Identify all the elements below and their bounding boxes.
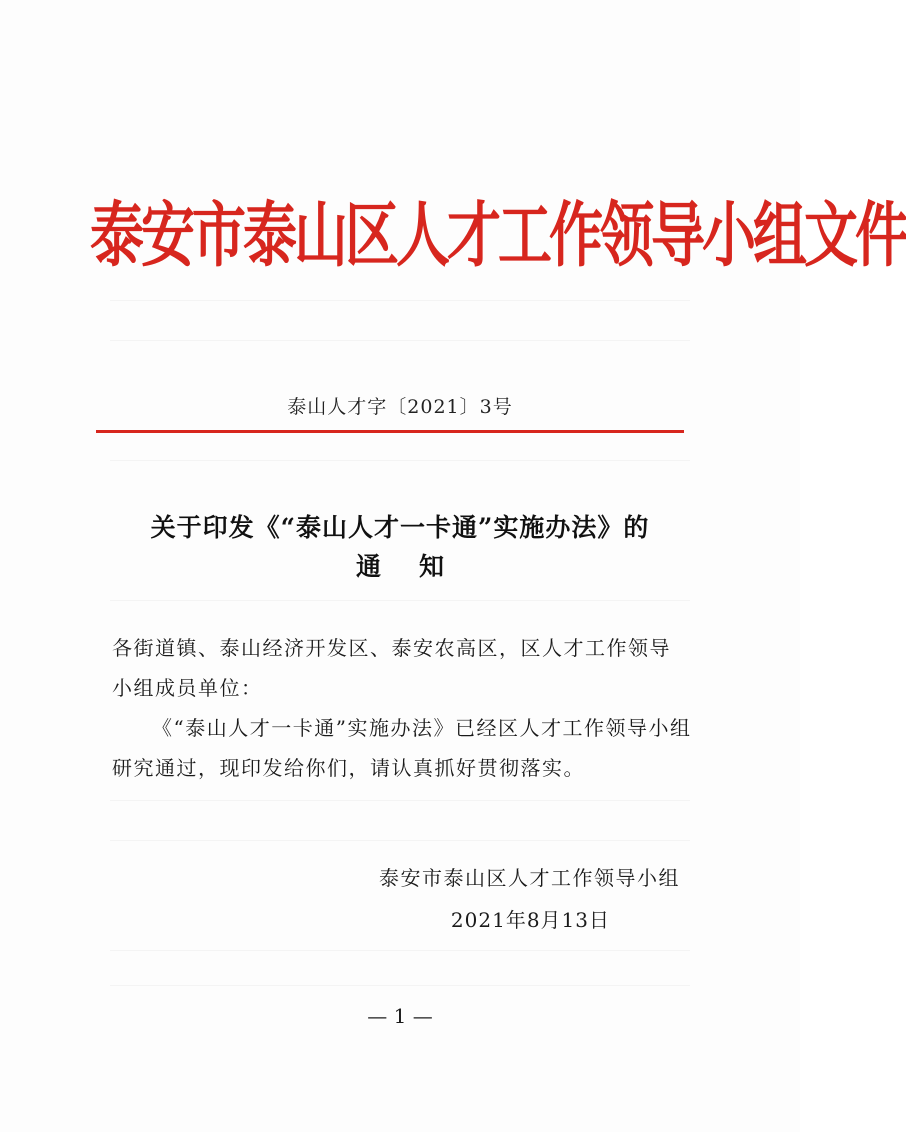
document-header-title: 泰安市泰山区人才工作领导小组文件 <box>90 193 906 277</box>
header-red-rule <box>96 430 684 433</box>
show-through-line <box>110 840 690 841</box>
show-through-line <box>110 600 690 601</box>
show-through-line <box>110 300 690 301</box>
show-through-line <box>110 460 690 461</box>
show-through-line <box>110 950 690 951</box>
show-through-line <box>110 985 690 986</box>
notice-title-line2: 通知 <box>355 552 482 581</box>
show-through-line <box>110 340 690 341</box>
document-number: 泰山人才字〔2021〕3号 <box>287 396 513 418</box>
signature-date: 2021年8月13日 <box>450 908 610 932</box>
show-through-line <box>110 800 690 801</box>
signature-organization: 泰安市泰山区人才工作领导小组 <box>379 866 680 890</box>
body-paragraph: 《“泰山人才一卡通”实施办法》已经区人才工作领导小组研究通过，现印发给你们，请认真抓好贯彻落实。 <box>112 716 692 780</box>
notice-title-line1: 关于印发《“泰山人才一卡通”实施办法》的 <box>150 513 650 542</box>
recipients-paragraph: 各街道镇、泰山经济开发区、泰安农高区，区人才工作领导小组成员单位： <box>112 636 671 700</box>
page-number: — 1 — <box>367 1004 433 1028</box>
